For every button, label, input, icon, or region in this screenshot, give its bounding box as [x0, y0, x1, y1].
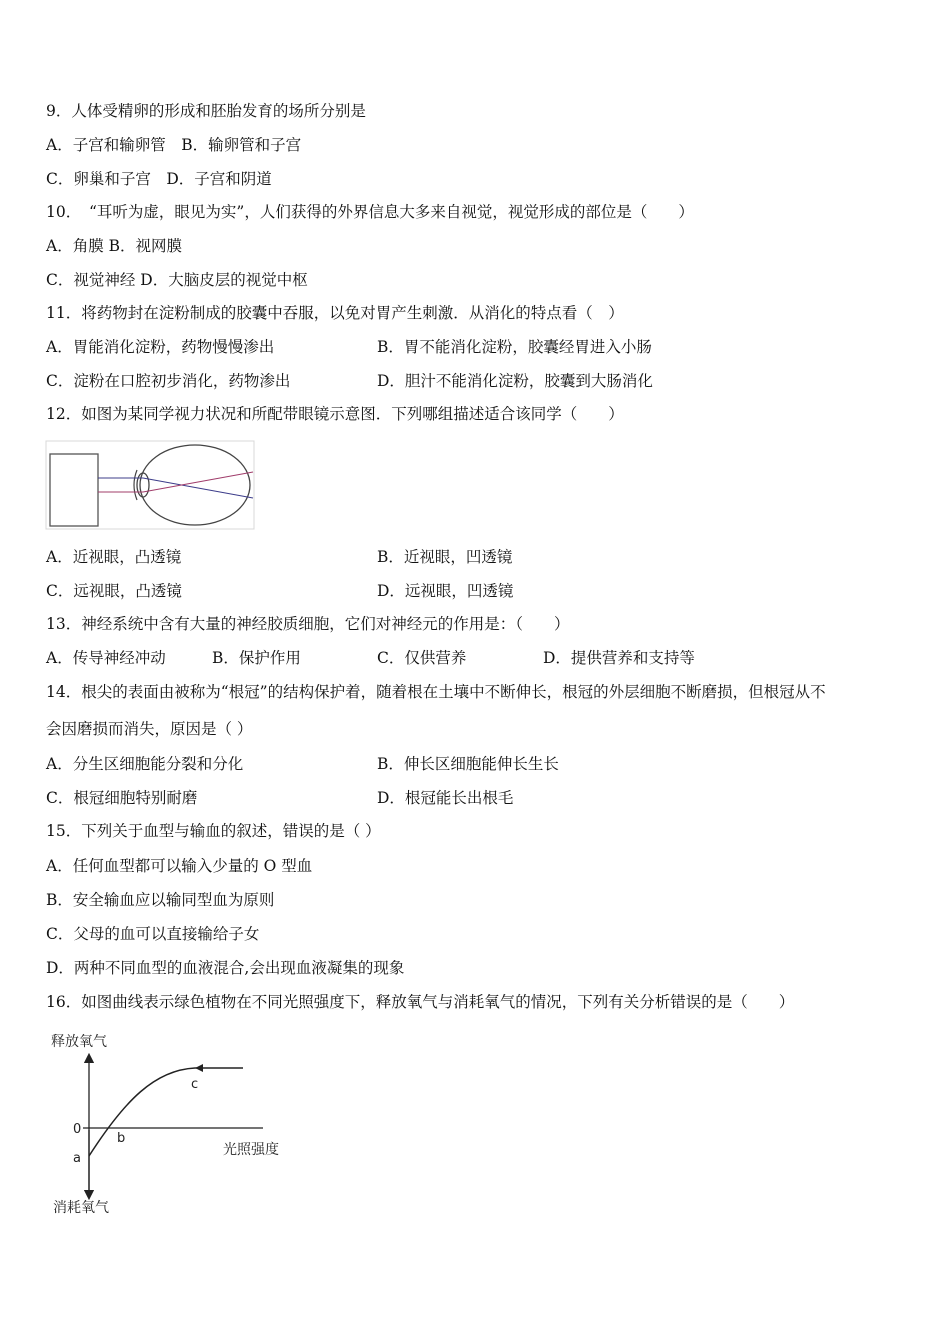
q13-option-b: B．保护作用 — [212, 649, 301, 667]
q12-option-c: C．远视眼，凸透镜 — [46, 582, 182, 600]
q15-option-d: D．两种不同血型的血液混合,会出现血液凝集的现象 — [46, 959, 405, 977]
q15-option-b: B．安全输血应以输同型血为原则 — [46, 891, 275, 909]
q12-option-a: A．近视眼，凸透镜 — [46, 548, 182, 566]
y-bottom-label: 消耗氧气 — [53, 1200, 109, 1216]
q11-option-a: A．胃能消化淀粉，药物慢慢渗出 — [46, 338, 275, 356]
q16-stem: 16．如图曲线表示绿色植物在不同光照强度下，释放氧气与消耗氧气的情况，下列有关分析错误的是（ ） — [46, 993, 795, 1011]
q15-option-c: C．父母的血可以直接输给子女 — [46, 925, 260, 943]
x-label: 光照强度 — [223, 1142, 279, 1158]
q13-stem: 13．神经系统中含有大量的神经胶质细胞，它们对神经元的作用是：（ ） — [46, 615, 570, 633]
q15-stem: 15．下列关于血型与输血的叙述，错误的是（ ） — [46, 822, 381, 840]
light-ray-bottom-refracted — [143, 472, 253, 492]
q13-option-c: C．仅供营养 — [377, 649, 467, 667]
q11-stem: 11．将药物封在淀粉制成的胶囊中吞服，以免对胃产生刺激．从消化的特点看（ ） — [46, 304, 624, 322]
point-a-label: a — [73, 1151, 81, 1166]
q11-option-b: B．胃不能消化淀粉，胶囊经胃进入小肠 — [377, 338, 652, 356]
oxygen-light-graph — [45, 1030, 305, 1220]
q10-stem: 10． “耳听为虚，眼见为实”，人们获得的外界信息大多来自视觉，视觉形成的部位是（ ） — [46, 203, 694, 221]
eyeball — [140, 445, 250, 525]
eye-lens-diagram — [45, 440, 255, 530]
glasses-lens-frame — [50, 454, 98, 526]
q11-option-d: D．胆汁不能消化淀粉，胶囊到大肠消化 — [377, 372, 653, 390]
q14-option-b: B．伸长区细胞能伸长生长 — [377, 755, 559, 773]
light-ray-top-refracted — [143, 478, 253, 498]
q12-option-b: B．近视眼，凹透镜 — [377, 548, 513, 566]
q11-option-c: C．淀粉在口腔初步消化，药物渗出 — [46, 372, 291, 390]
q12-option-d: D．远视眼，凹透镜 — [377, 582, 514, 600]
y-top-label: 释放氧气 — [51, 1034, 107, 1050]
q10-options-row2: C．视觉神经 D．大脑皮层的视觉中枢 — [46, 271, 308, 289]
point-b-label: b — [117, 1131, 126, 1146]
q13-option-d: D．提供营养和支持等 — [543, 649, 695, 667]
q9-options-row2: C．卵巢和子宫 D．子宫和阴道 — [46, 170, 272, 188]
q9-stem: 9．人体受精卵的形成和胚胎发育的场所分别是 — [46, 102, 366, 120]
q14-option-c: C．根冠细胞特别耐磨 — [46, 789, 198, 807]
eye-lens — [137, 473, 149, 497]
q10-options-row1: A．角膜 B．视网膜 — [46, 237, 183, 255]
origin-label: 0 — [73, 1122, 82, 1137]
oxygen-curve — [89, 1068, 243, 1156]
q14-stem-line1: 14．根尖的表面由被称为“根冠”的结构保护着，随着根在土壤中不断伸长，根冠的外层细胞不断磨损，但根冠从不 — [46, 683, 826, 701]
q14-option-a: A．分生区细胞能分裂和分化 — [46, 755, 244, 773]
q15-option-a: A．任何血型都可以输入少量的 O 型血 — [46, 857, 313, 875]
q14-option-d: D．根冠能长出根毛 — [377, 789, 514, 807]
curve-arrow — [195, 1064, 203, 1072]
point-c-label: c — [191, 1077, 199, 1092]
q12-stem: 12．如图为某同学视力状况和所配带眼镜示意图．下列哪组描述适合该同学（ ） — [46, 405, 624, 423]
q14-stem-line2: 会因磨损而消失，原因是（ ） — [46, 720, 253, 738]
q13-option-a: A．传导神经冲动 — [46, 649, 166, 667]
q9-options-row1: A．子宫和输卵管 B．输卵管和子宫 — [46, 136, 302, 154]
